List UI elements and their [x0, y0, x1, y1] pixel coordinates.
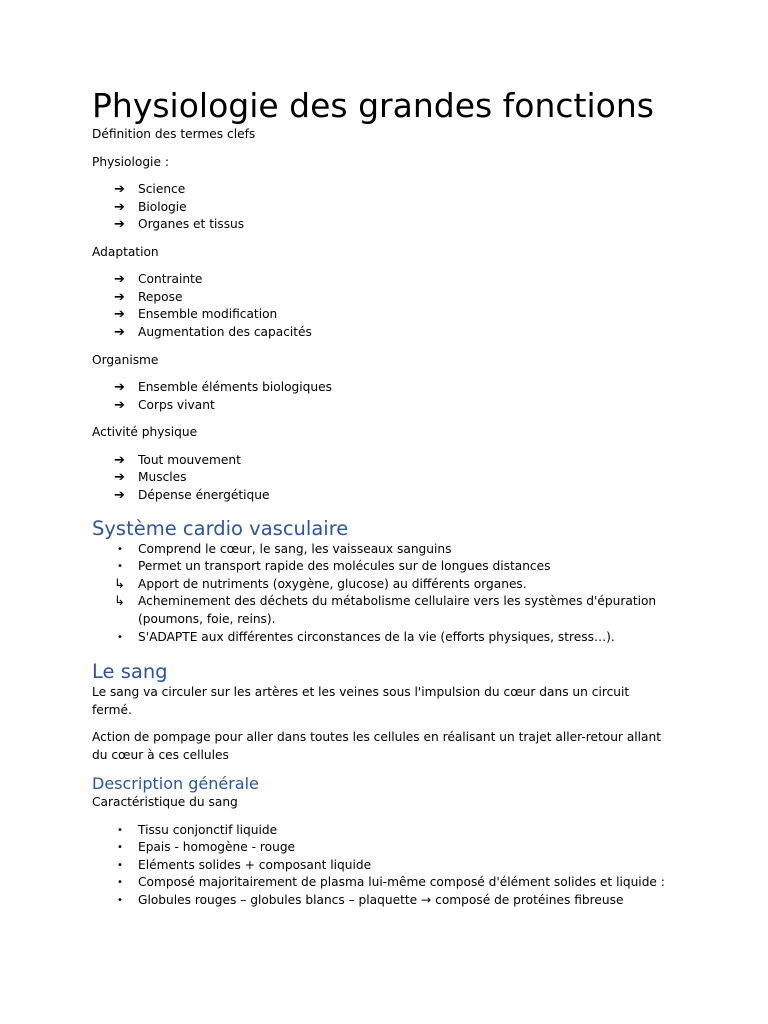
arrow-icon: ➔: [114, 397, 125, 413]
physiologie-label: Physiologie :: [92, 154, 169, 169]
list-item: • Comprend le cœur, le sang, les vaisseaux sanguins: [92, 541, 668, 559]
list-item: ➔ Organes et tissus: [114, 217, 245, 233]
cardio-list: [92, 541, 668, 647]
list-item: ➔ Ensemble modification: [114, 307, 278, 323]
arrow-icon: ➔: [114, 182, 125, 197]
activite-label: Activité physique: [92, 425, 198, 440]
sang-paragraph-2: Action de pompage pour aller dans toutes les cellules en réalisant un trajet aller-retour allant du cœur à ces cellules: [92, 730, 662, 762]
list-item: ➔ Science: [114, 182, 186, 197]
arrow-icon: ➔: [114, 325, 125, 341]
bullet-icon: •: [117, 561, 123, 573]
list-item: • S'ADAPTE aux différentes circonstances de la vie (efforts physiques, stress…).: [92, 629, 668, 647]
list-item: • Epais - homogène - rouge: [92, 839, 668, 857]
arrow-icon: ➔: [114, 452, 125, 468]
organisme-label: Organisme: [92, 352, 159, 367]
description-list: [92, 822, 668, 910]
adaptation-label: Adaptation: [92, 244, 159, 259]
sang-heading: Le sang: [92, 660, 168, 684]
description-label: Caractéristique du sang: [92, 795, 238, 810]
arrow-icon: ➔: [114, 217, 125, 233]
arrow-icon: ➔: [114, 470, 125, 486]
return-arrow-icon: ↳: [114, 594, 125, 610]
arrow-icon: ➔: [114, 199, 125, 215]
list-item: • Composé majoritairement de plasma lui-même composé d'élément solides et liquide :: [92, 874, 668, 892]
list-item: ➔ Muscles: [114, 470, 187, 486]
activite-list: [92, 452, 668, 505]
bullet-icon: •: [117, 842, 123, 854]
list-item: ➔ Contrainte: [114, 272, 203, 288]
list-item: • Tissu conjonctif liquide: [92, 822, 668, 840]
bullet-icon: •: [117, 859, 123, 871]
bullet-icon: •: [117, 543, 123, 555]
list-item: • Permet un transport rapide des molécules sur de longues distances: [92, 558, 668, 576]
bullet-icon: •: [117, 631, 123, 643]
arrow-icon: ➔: [114, 307, 125, 323]
adaptation-list: [92, 271, 668, 341]
list-item: ➔ Ensemble éléments biologiques: [114, 380, 332, 396]
list-item: ↳ Acheminement des déchets du métabolisme cellulaire vers les systèmes d'épuration (poumons, foie, reins).: [114, 594, 657, 626]
list-item: ➔ Dépense énergétique: [114, 488, 270, 504]
list-item: ↳ Apport de nutriments (oxygène, glucose) au différents organes.: [114, 576, 527, 592]
list-item: ➔ Biologie: [114, 199, 187, 215]
arrow-icon: ➔: [114, 289, 125, 305]
arrow-icon: ➔: [114, 488, 125, 504]
bullet-icon: •: [117, 877, 123, 889]
description-heading: Description générale: [92, 774, 259, 794]
physiologie-list: [92, 181, 668, 234]
arrow-icon: ➔: [114, 272, 125, 288]
subtitle: Définition des termes clefs: [92, 127, 256, 141]
document-title: Physiologie des grandes fonctions: [92, 86, 654, 125]
bullet-icon: •: [117, 824, 123, 836]
bullet-icon: •: [117, 895, 123, 907]
arrow-icon: ➔: [114, 380, 125, 396]
return-arrow-icon: ↳: [114, 576, 125, 592]
list-item: ➔ Augmentation des capacités: [114, 325, 312, 341]
organisme-list: [92, 379, 668, 414]
list-item: • Eléments solides + composant liquide: [92, 857, 668, 875]
list-item: ➔ Repose: [114, 289, 183, 305]
list-item: ➔ Tout mouvement: [114, 452, 241, 468]
list-item: ➔ Corps vivant: [114, 397, 215, 413]
sang-paragraph-1: Le sang va circuler sur les artères et les veines sous l'impulsion du cœur dans un circuit fermé.: [92, 685, 630, 717]
cardio-heading: Système cardio vasculaire: [92, 516, 349, 540]
list-item: • Globules rouges – globules blancs – plaquette → composé de protéines fibreuse: [92, 892, 668, 910]
